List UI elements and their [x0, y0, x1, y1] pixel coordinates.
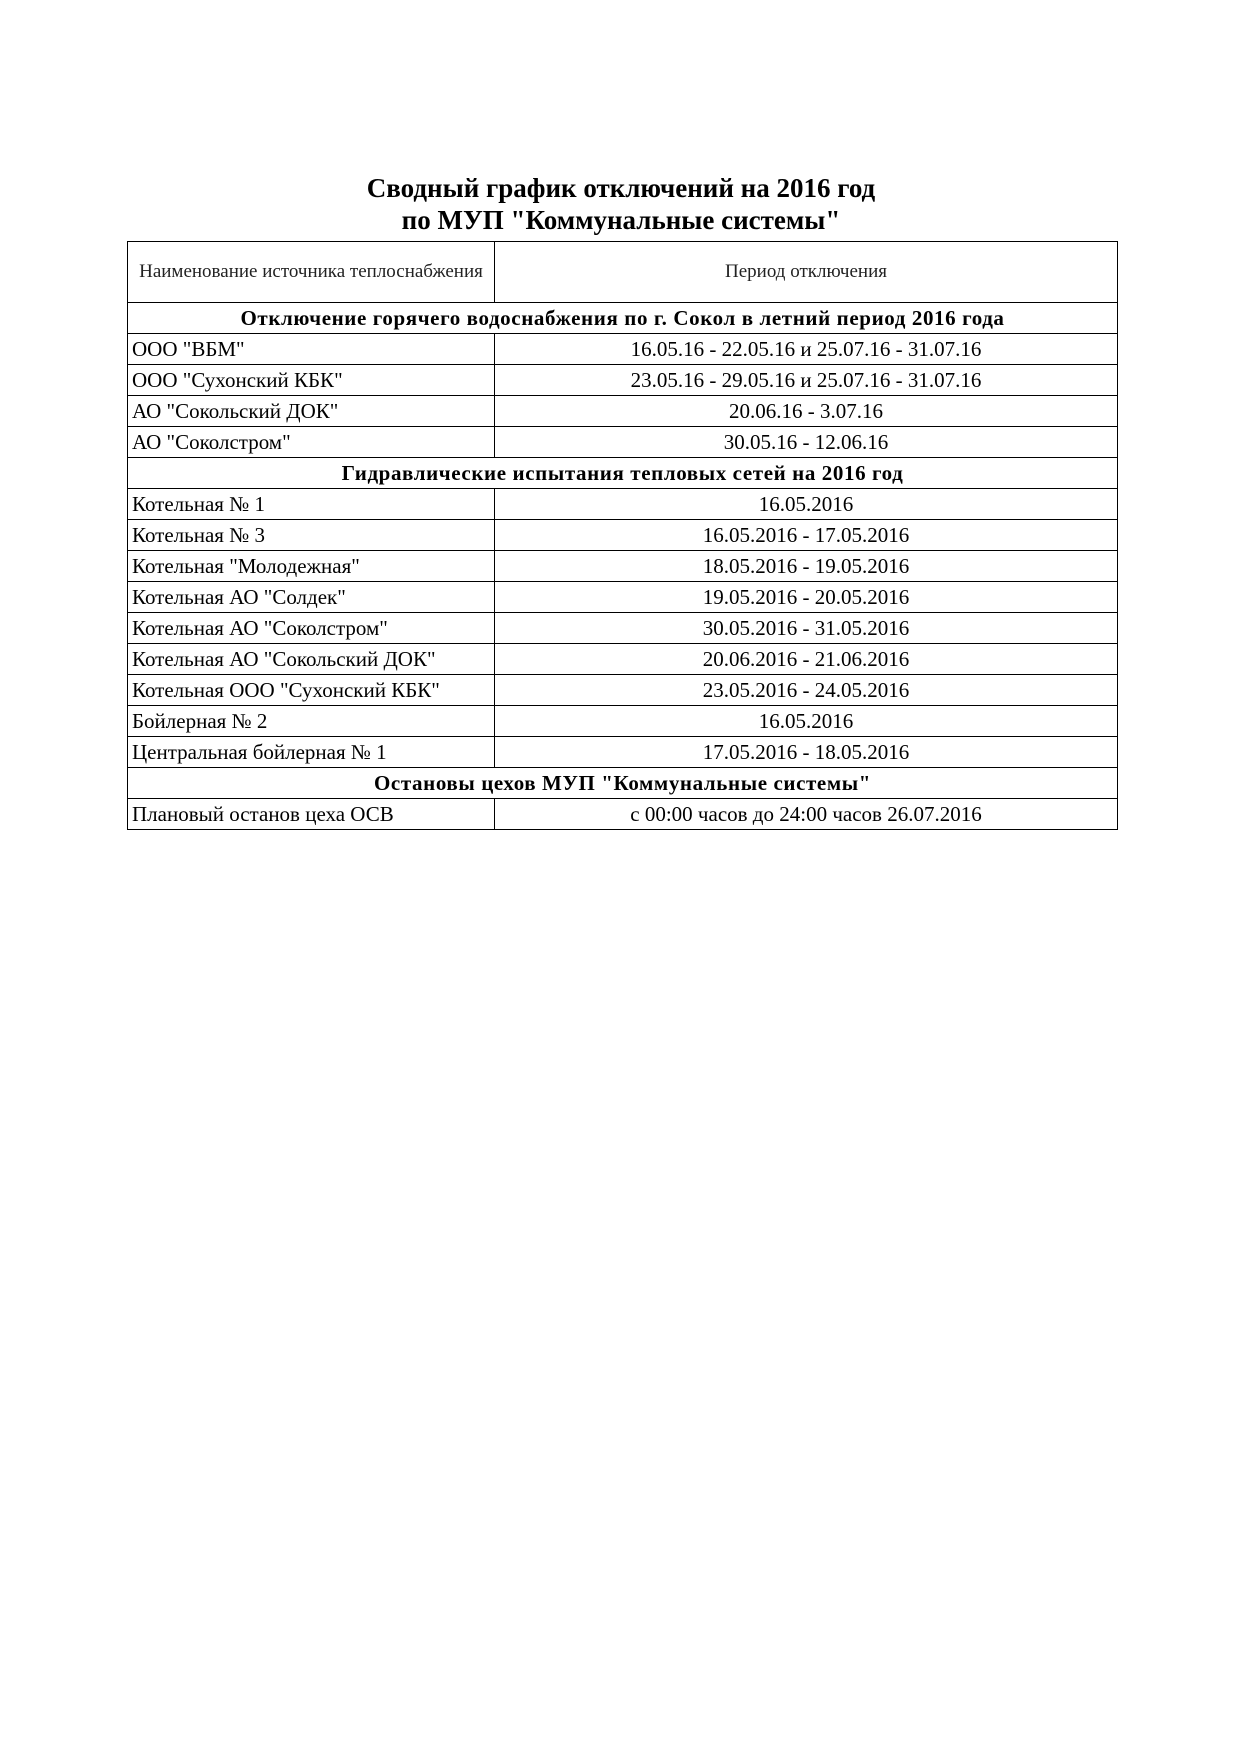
section-title: Гидравлические испытания тепловых сетей на 2016 год: [128, 458, 1118, 489]
period-cell: 23.05.16 - 29.05.16 и 25.07.16 - 31.07.16: [495, 365, 1118, 396]
document-title: [126, 172, 1116, 236]
source-name-cell: Плановый останов цеха ОСВ: [128, 799, 495, 830]
table-row: [128, 520, 1118, 551]
period-cell: 23.05.2016 - 24.05.2016: [495, 675, 1118, 706]
period-cell: 16.05.2016: [495, 706, 1118, 737]
source-name-cell: ООО "Сухонский КБК": [128, 365, 495, 396]
source-name-cell: Котельная АО "Солдек": [128, 582, 495, 613]
table-row: [128, 396, 1118, 427]
shutdown-schedule-table: [127, 241, 1118, 830]
source-name-cell: Котельная № 1: [128, 489, 495, 520]
section-title: Остановы цехов МУП "Коммунальные системы": [128, 768, 1118, 799]
table-row: [128, 644, 1118, 675]
source-name-cell: АО "Соколстром": [128, 427, 495, 458]
period-cell: 16.05.2016: [495, 489, 1118, 520]
source-name-cell: Котельная "Молодежная": [128, 551, 495, 582]
table-row: [128, 613, 1118, 644]
source-name-cell: Котельная № 3: [128, 520, 495, 551]
source-name-cell: Котельная АО "Сокольский ДОК": [128, 644, 495, 675]
period-cell: 30.05.2016 - 31.05.2016: [495, 613, 1118, 644]
period-cell: 16.05.16 - 22.05.16 и 25.07.16 - 31.07.16: [495, 334, 1118, 365]
table-row: [128, 582, 1118, 613]
period-cell: 17.05.2016 - 18.05.2016: [495, 737, 1118, 768]
table-row: [128, 365, 1118, 396]
source-name-cell: Бойлерная № 2: [128, 706, 495, 737]
period-cell: 20.06.2016 - 21.06.2016: [495, 644, 1118, 675]
source-name-cell: Котельная АО "Соколстром": [128, 613, 495, 644]
source-name-cell: ООО "ВБМ": [128, 334, 495, 365]
header-period: Период отключения: [495, 242, 1118, 303]
table-row: [128, 489, 1118, 520]
table-header-row: [128, 242, 1118, 303]
period-cell: 18.05.2016 - 19.05.2016: [495, 551, 1118, 582]
table-row: [128, 551, 1118, 582]
table-row: [128, 427, 1118, 458]
table-row: [128, 706, 1118, 737]
title-line-2: по МУП "Коммунальные системы": [401, 205, 841, 235]
period-cell: 20.06.16 - 3.07.16: [495, 396, 1118, 427]
source-name-cell: Центральная бойлерная № 1: [128, 737, 495, 768]
source-name-cell: Котельная ООО "Сухонский КБК": [128, 675, 495, 706]
section-row: [128, 768, 1118, 799]
table-row: [128, 334, 1118, 365]
table-row: [128, 675, 1118, 706]
table-row: [128, 799, 1118, 830]
table-row: [128, 737, 1118, 768]
table-body: [128, 303, 1118, 830]
section-row: [128, 303, 1118, 334]
period-cell: с 00:00 часов до 24:00 часов 26.07.2016: [495, 799, 1118, 830]
section-row: [128, 458, 1118, 489]
section-title: Отключение горячего водоснабжения по г. Сокол в летний период 2016 года: [128, 303, 1118, 334]
period-cell: 19.05.2016 - 20.05.2016: [495, 582, 1118, 613]
source-name-cell: АО "Сокольский ДОК": [128, 396, 495, 427]
header-source: Наименование источника теплоснабжения: [128, 242, 495, 303]
period-cell: 30.05.16 - 12.06.16: [495, 427, 1118, 458]
title-line-1: Сводный график отключений на 2016 год: [366, 173, 876, 203]
period-cell: 16.05.2016 - 17.05.2016: [495, 520, 1118, 551]
